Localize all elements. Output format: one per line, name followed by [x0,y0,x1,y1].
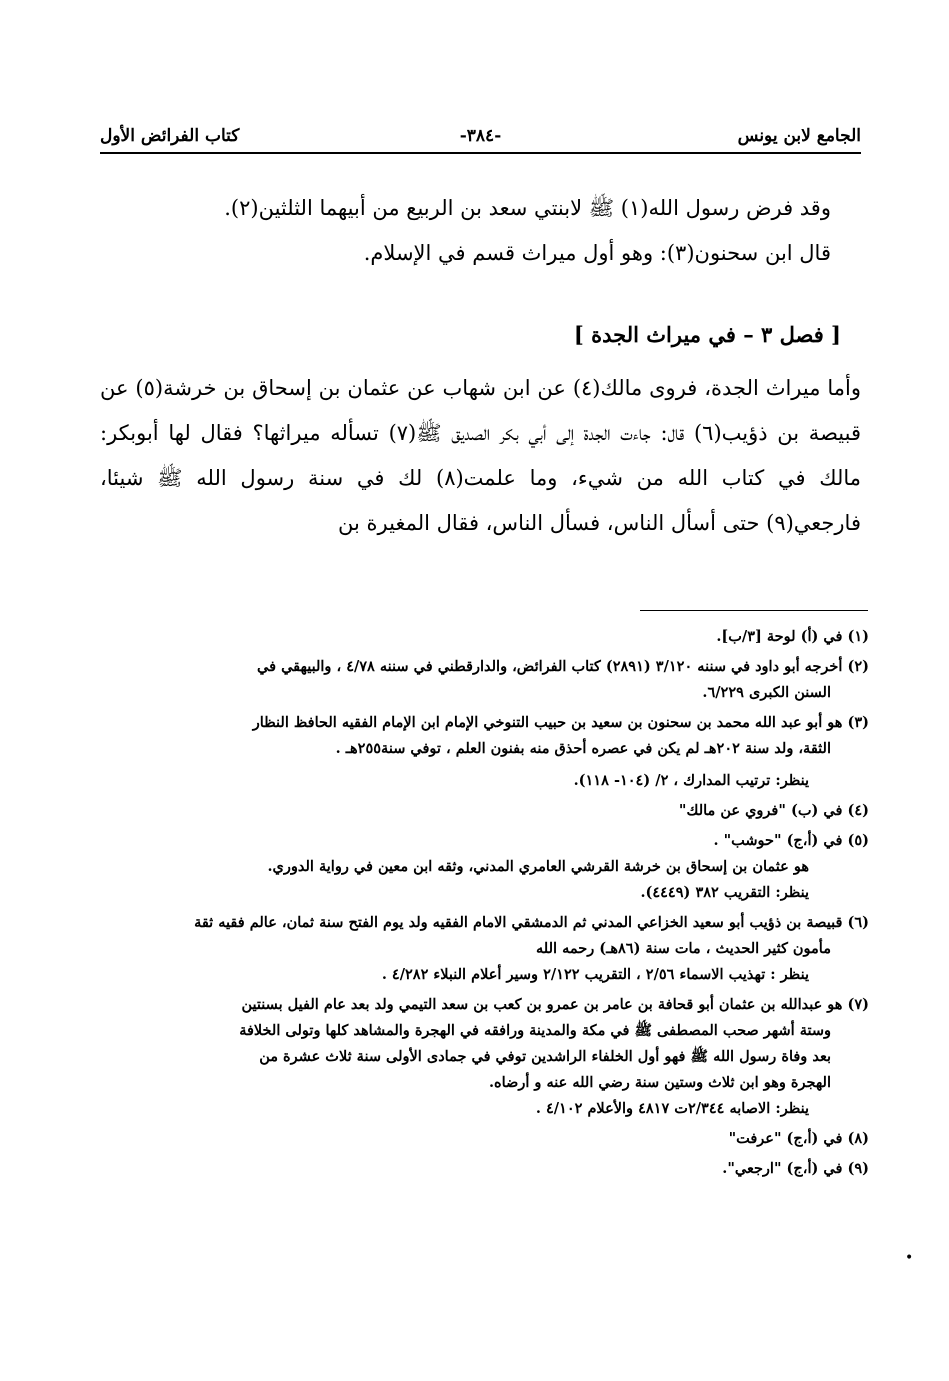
footnote-6-line-2: مأمون كثير الحديث ، مات سنة (٨٦هـ) رحمه الله [536,940,831,957]
page-number: -٣٨٤- [459,126,502,146]
paragraph-2 [100,366,861,546]
footnote-2 [96,654,869,706]
footnote-3-line-1: (٣) هو أبو عبد الله محمد بن سحنون بن سعيد بن حبيب التنوخي الإمام ابن الإمام الفقيه الحافظ النظار [252,714,869,731]
footnote-5 [96,828,869,906]
footnote-2-line-2: السنن الكبرى ٦/٢٢٩. [702,684,831,701]
header-rule [100,152,861,154]
footnote-6-line-1: (٦) قبيصة بن ذؤيب أبو سعيد الخزاعي المدني ثم الدمشقي الامام الفقيه ولد يوم الفتح سنة ثمان، عالم فقيه ثقة [194,914,869,931]
footnote-6 [96,910,869,988]
footnote-5-line-2: هو عثمان بن إسحاق بن خرشة القرشي العامري المدني، وثقه ابن معين في رواية الدوري. [267,858,809,875]
footnote-8 [96,1126,869,1152]
footnote-7-line-2: وستة أشهر صحب المصطفى ﷺ في مكة والمدينة ورافقه في الهجرة والمشاهد كلها وتولى الخلافة [239,1022,831,1039]
footnote-4-text: (٤) في (ب) "فروي عن مالك" [678,802,869,819]
footnote-7-line-4: الهجرة وهو ابن ثلاث وستين سنة رضي الله عنه و أرضاه. [488,1074,831,1091]
footnote-rule [640,610,868,611]
footnote-7-line-1: (٧) هو عبدالله بن عثمان أبو قحافة بن عامر بن عمرو بن كعب بن سعد التيمي ولد بعد عام الفيل بسنتين [241,996,869,1013]
footnote-5-reference: ينظر: التقريب ٣٨٢ (٤٤٤٩). [640,884,809,901]
paragraph-2-text: وأما ميراث الجدة، فروى مالك(٤) عن ابن شهاب عن عثمان بن إسحاق بن خرشة(٥) عن قبيصة بن ذؤيب(٦) قال: جاءت الجدة إلى أبي بكر الصديق ﷺ(٧) تسأله ميراثها؟ فقال لها أبوبكر: مالك في كتاب الله من شيء، وما علمت(٨) لك في سنة رسول الله ﷺ شيئا، فارجعي(٩) حتى أسأل الناس، فسأل الناس، فقال المغيرة بن [100,376,861,535]
footnote-9-text: (٩) في (أ،ج) "ارجعي". [722,1160,869,1177]
paragraph-1-line-1: وقد فرض رسول الله(١) ﷺ لابنتي سعد بن الربيع من أبيهما الثلثين(٢). [224,196,831,220]
footnote-2-line-1: (٢) أخرجه أبو داود في سننه ٣/١٢٠ (٢٨٩١) كتاب الفرائض، والدارقطني في سننه ٤/٧٨ ، والبيهقي في [257,658,869,675]
footnote-8-text: (٨) في (أ،ج) "عرفت" [728,1130,869,1147]
running-header [100,122,861,152]
footnotes [96,624,869,1186]
paragraph-1-line-2: قال ابن سحنون(٣): وهو أول ميراث قسم في الإسلام. [363,241,831,265]
footnote-6-reference: ينظر : تهذيب الاسماء ٢/٥٦ ، التقريب ٢/١٢٢ وسير أعلام النبلاء ٤/٢٨٢ . [381,966,809,983]
footnote-7-reference: ينظر: الاصابه ٢/٣٤٤ت ٤٨١٧ والأعلام ٤/١٠٢ . [535,1100,809,1117]
section-heading: [ فصل ٣ – في ميراث الجدة ] [573,322,841,347]
footnote-1 [96,624,869,650]
footnote-5-line-1: (٥) في (أ،ج) "حوشب" . [713,832,869,849]
margin-dot: • [905,1250,914,1266]
header-book-title: الجامع لابن يونس [737,126,861,146]
footnote-7-line-3: بعد وفاة رسول الله ﷺ فهو أول الخلفاء الراشدين توفي في جمادى الأولى سنة ثلاث عشرة من [259,1048,831,1065]
paragraph-1 [100,186,861,276]
footnote-3 [96,710,869,794]
footnote-4 [96,798,869,824]
footnote-9 [96,1156,869,1182]
footnote-3-line-2: الثقة، ولد سنة ٢٠٢هـ لم يكن في عصره أحذق منه بفنون العلم ، توفي سنة٢٥٥هـ . [335,740,831,757]
header-chapter-title: كتاب الفرائض الأول [100,126,240,146]
footnote-3-reference: ينظر: ترتيب المدارك ، ٢/ (١٠٤- ١١٨). [573,772,809,789]
footnote-1-text: (١) في (أ) لوحة [٣/ب]. [716,628,869,645]
footnote-7 [96,992,869,1122]
